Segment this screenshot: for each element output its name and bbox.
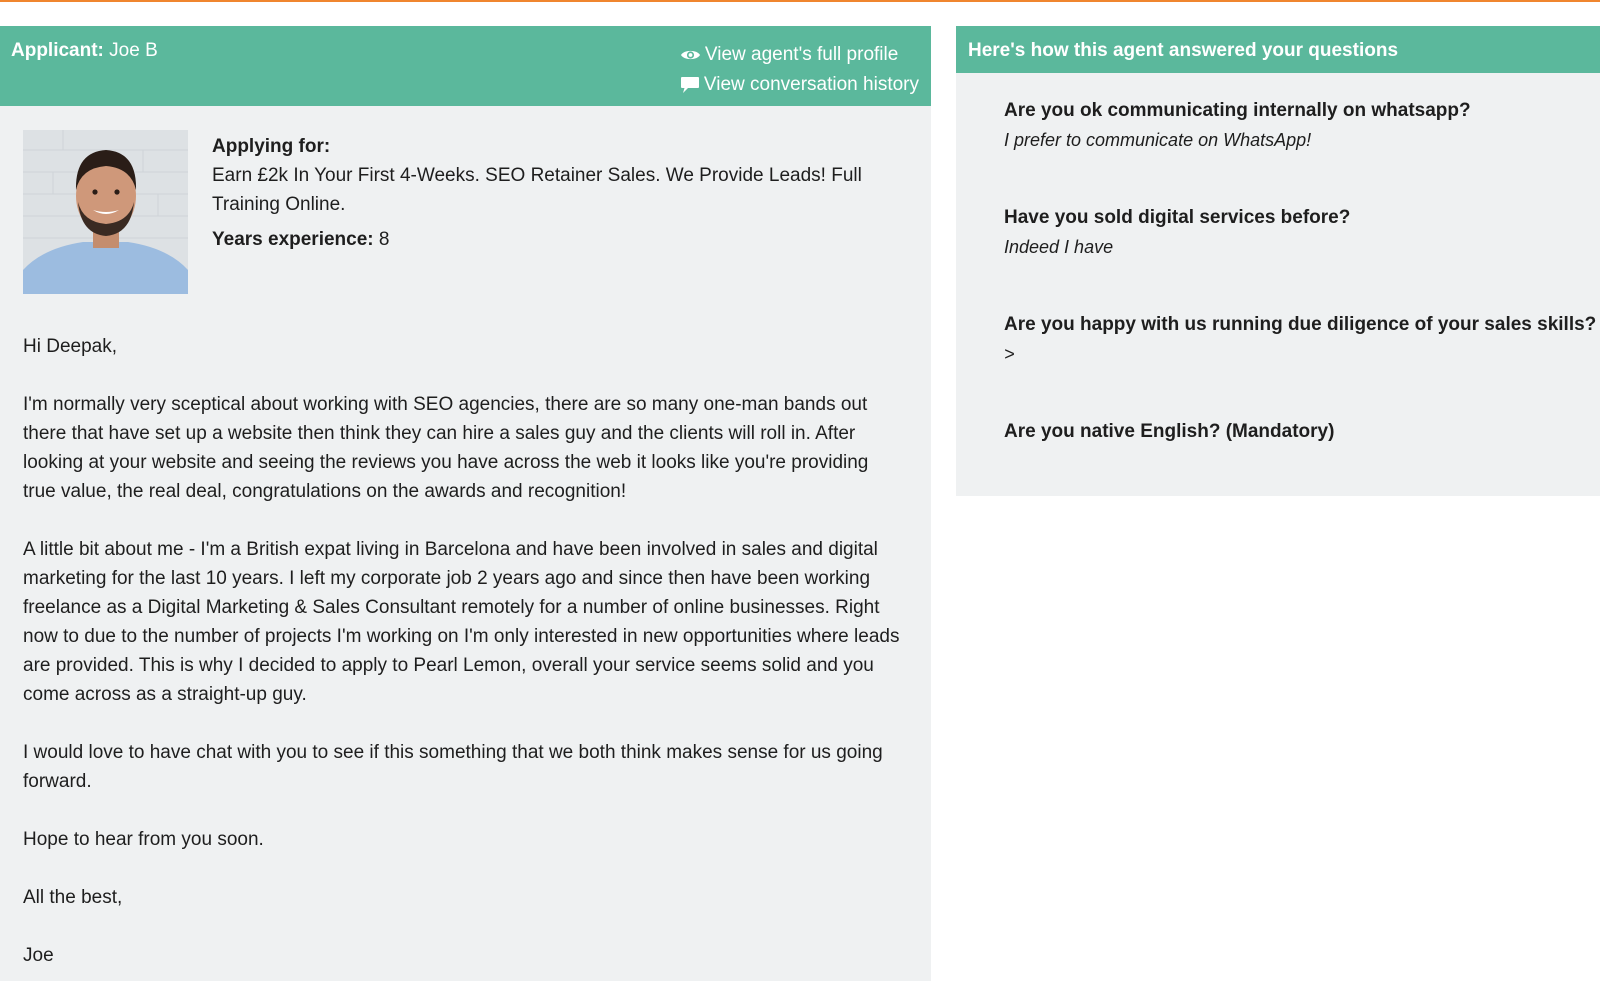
applicant-name: Joe B <box>109 40 158 61</box>
answer-text: I prefer to communicate on WhatsApp! <box>1004 130 1312 150</box>
profile-row <box>0 106 931 324</box>
application-header <box>0 26 931 106</box>
question-text: Have you sold digital services before? <box>1004 207 1351 228</box>
job-title: Earn £2k In Your First 4-Weeks. SEO Retainer Sales. We Provide Leads! Full Training Online. <box>212 165 862 215</box>
questions-title: Here's how this agent answered your questions <box>956 26 1600 73</box>
top-accent-rule <box>0 0 1600 2</box>
letter-paragraph: A little bit about me - I'm a British expat living in Barcelona and have been involved in sales and digital marketing for the last 10 years. I left my corporate job 2 years ago and since then have been working freelance as a Digital Marketing & Sales Consultant remotely for a number of online businesses. Right now to due to the number of projects I'm working on I'm only interested in new opportunities where leads are provided. This is why I decided to apply to Pearl Lemon, overall your service seems solid and you come across as a straight-up guy. <box>23 539 900 705</box>
qa-item <box>1004 203 1594 310</box>
cover-letter <box>23 332 903 999</box>
years-experience-label: Years experience: <box>212 229 374 250</box>
view-profile-label: View agent's full profile <box>704 44 899 65</box>
qa-item <box>1004 310 1597 417</box>
letter-signoff: All the best, <box>23 887 123 908</box>
qa-item <box>1004 417 1594 524</box>
applicant-line <box>11 40 158 62</box>
application-panel <box>0 26 931 981</box>
years-experience-value: 8 <box>378 229 390 250</box>
letter-paragraph: Hope to hear from you soon. <box>23 829 264 850</box>
eye-icon <box>680 48 701 62</box>
letter-signature: Joe <box>23 945 54 966</box>
applying-for-label: Applying for: <box>212 136 331 157</box>
letter-paragraph: I'm normally very sceptical about working with SEO agencies, there are so many one-man bands out there that have set up a website then think they can hire a sales guy and the clients will roll in. After looking at your website and seeing the reviews you have across the web it looks like you're providing true value, the real deal, congratulations on the awards and recognition! <box>23 394 869 502</box>
question-text: Are you ok communicating internally on whatsapp? <box>1004 100 1471 121</box>
answer-text: > <box>1004 344 1015 364</box>
speech-bubble-icon <box>680 76 700 94</box>
view-profile-link[interactable] <box>680 40 919 70</box>
qa-item <box>1004 96 1594 203</box>
years-experience <box>212 225 892 254</box>
questions-panel <box>956 26 1600 496</box>
answer-text: Indeed I have <box>1004 237 1114 257</box>
qa-list <box>1004 96 1597 524</box>
header-links <box>680 40 919 100</box>
application-details <box>212 132 892 254</box>
question-text: Are you native English? (Mandatory) <box>1004 421 1335 442</box>
letter-greeting: Hi Deepak, <box>23 336 117 357</box>
letter-paragraph: I would love to have chat with you to see if this something that we both think makes sense for us going forward. <box>23 742 883 792</box>
applicant-avatar <box>23 130 188 294</box>
question-text: Are you happy with us running due diligence of your sales skills? <box>1004 314 1597 335</box>
applicant-label: Applicant: <box>11 40 104 61</box>
view-history-link[interactable] <box>680 70 919 100</box>
view-history-label: View conversation history <box>703 74 919 95</box>
